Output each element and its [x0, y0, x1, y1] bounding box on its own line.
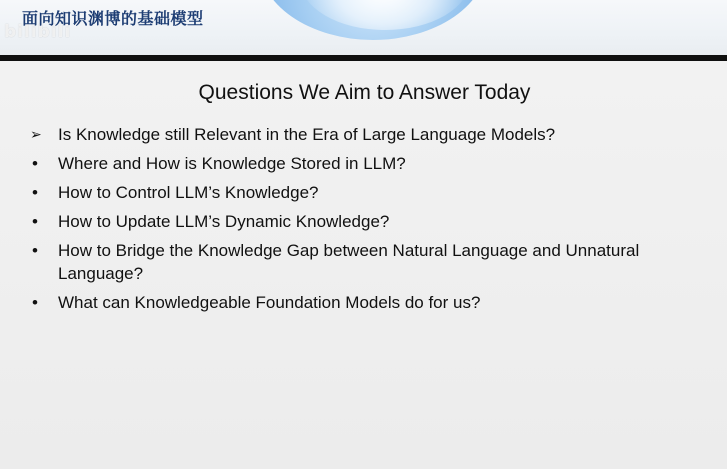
bullet-item [32, 152, 702, 175]
bullet-text: What can Knowledgeable Foundation Models do for us? [58, 293, 481, 312]
bullet-item [32, 210, 702, 233]
dot-bullet-icon: • [32, 241, 38, 260]
banner-title: 面向知识渊博的基础模型 [22, 9, 204, 28]
bullet-text: Is Knowledge still Relevant in the Era of Large Language Models? [58, 125, 556, 144]
slide-content [0, 61, 727, 469]
bullet-text: How to Control LLM’s Knowledge? [58, 183, 319, 202]
slide-title: Questions We Aim to Answer Today [198, 81, 531, 104]
dot-bullet-icon: • [32, 154, 38, 173]
bullet-item [32, 123, 702, 146]
bullet-list [32, 123, 702, 320]
arrow-bullet-icon: ➢ [30, 126, 42, 142]
bullet-text: How to Bridge the Knowledge Gap between Natural Language and Unnatural Language? [58, 241, 640, 283]
dot-bullet-icon: • [32, 212, 38, 231]
dot-bullet-icon: • [32, 183, 38, 202]
header-banner [0, 0, 727, 56]
bullet-text: How to Update LLM’s Dynamic Knowledge? [58, 212, 390, 231]
bullet-item [32, 291, 702, 314]
dot-bullet-icon: • [32, 293, 38, 312]
watermark-logo: bilibili [4, 22, 72, 42]
bullet-text: Where and How is Knowledge Stored in LLM? [58, 154, 406, 173]
bullet-item [32, 239, 702, 285]
bullet-item [32, 181, 702, 204]
